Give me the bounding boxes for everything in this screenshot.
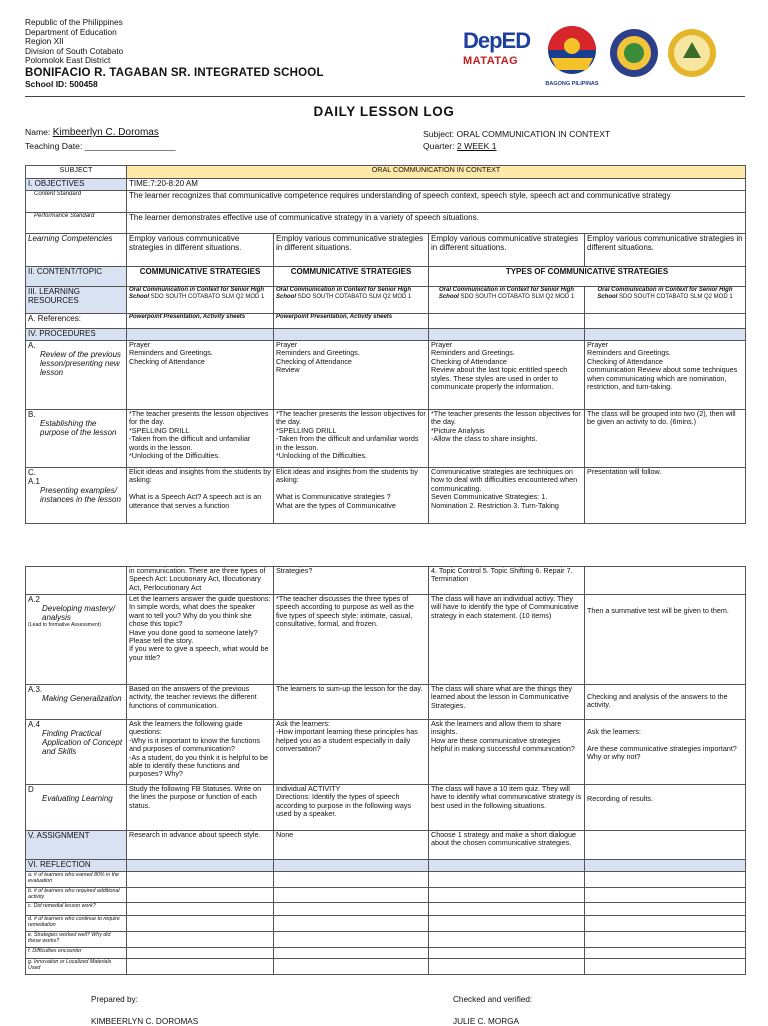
topic-col3-4: TYPES OF COMMUNICATIVE STRATEGIES [429,267,746,287]
purpose-col2: *The teacher presents the lesson objectives for the day. *SPELLING DRILL -Taken from the difficult and unfamiliar words in the lesson. *Unlocking of the Difficulties. [274,410,429,468]
generalization-title: Making Generalization [42,694,122,703]
mastery-note: (Lead to formative Assessment) [28,622,101,628]
department-line: Department of Education [25,26,117,37]
examples-col1: Elicit ideas and insights from the students by asking: What is a Speech Act? A speech act is an utterance that serves a function [127,468,274,524]
evaluation-col2: Individual ACTIVITY Directions: Identify the types of speech according to purpose in the following ways used by a speaker. [274,785,429,831]
references-label: A. References: [26,314,127,329]
quarter-value: 2 WEEK 1 [456,141,497,151]
resource-sub-2: SDO SOUTH COTABATO SLM Q2 MOD 1 [296,294,412,300]
reflection-fill-3 [429,860,585,872]
purpose-col3: *The teacher presents the lesson objectives for the day. *Picture Analysis -Allow the class to share insights. [429,410,585,468]
lesson-table-part1 [25,165,746,524]
reflection-e: e. Strategies worked well? Why did these works? [26,932,127,948]
objectives-heading: I. OBJECTIVES [26,179,127,191]
reflection-g-col1 [127,959,274,975]
examples-col2: Elicit ideas and insights from the students by asking: What is Communicative strategies ? What are the types of Communicative [274,468,429,524]
deped-logo [463,28,535,76]
school-name: BONIFACIO R. TAGABAN SR. INTEGRATED SCHOOL [25,66,324,79]
procedures-fill-1 [127,329,274,341]
mastery-col1: Let the learners answer the guide questions: In simple words, what does the speaker want to tell you? Why do you think she chose this topic? Have you done good to someone lately? Please tell the story. If you were to give a speech, what would be your title? [127,595,274,685]
name-value: Kimbeerlyn C. Doromas [52,127,159,138]
reflection-e-col4 [585,932,746,948]
mastery-title: Developing mastery/ analysis [42,604,115,622]
examples-label-cell [26,468,127,524]
mastery-col3: The class will have an individual activy. They will have to identify the type of Communicative strategy in each statement. (10 items) [429,595,585,685]
bagong-pilipinas-logo [541,24,603,87]
reflection-f-col3 [429,948,585,959]
subject-value: ORAL COMMUNICATION IN CONTEXT [456,129,611,139]
reflection-g-col3 [429,959,585,975]
deped-wordmark: DepED [463,28,531,53]
evaluation-col1: Study the following FB Statuses. Write on the lines the purpose or function of each status. [127,785,274,831]
application-letter: A.4 [28,720,41,729]
procedures-heading: IV. PROCEDURES [26,329,127,341]
performance-standard-label: Performance Standard [26,213,127,234]
reflection-b-col3 [429,888,585,903]
competency-col1: Employ various communicative strategies in different situations. [127,234,274,267]
reflection-d-col4 [585,916,746,932]
review-col1: Prayer Reminders and Greetings. Checking of Attendance [127,341,274,410]
reflection-g-col2 [274,959,429,975]
purpose-col1: *The teacher presents the lesson objectives for the day. *SPELLING DRILL -Taken from the difficult and unfamiliar words in the lesson. *Unlocking of the Difficulties. [127,410,274,468]
review-col3: Prayer Reminders and Greetings. Checking of Attendance Review about the last topic entitled speech styles. These styles are used in order to communicate properly the information. [429,341,585,410]
matatag-wordmark: MATATAG [463,55,519,67]
teaching-date: Teaching Date: ___________________ [25,141,176,151]
lesson-table-part2 [25,566,746,975]
review-label-cell [26,341,127,410]
assignment-col4 [585,831,746,860]
teacher-name [25,127,159,138]
reflection-f-col2 [274,948,429,959]
learning-resources-heading: III. LEARNING RESOURCES [26,287,127,314]
checked-by-label: Checked and verified: [453,995,533,1004]
reflection-d-col3 [429,916,585,932]
school-seal-icon [667,28,717,78]
division-line: Division of South Cotabato [25,45,124,56]
procedures-fill-2 [274,329,429,341]
procedures-fill-3 [429,329,585,341]
subject-field [423,129,610,139]
resource-sub-1: SDO SOUTH COTABATO SLM Q2 MOD 1 [149,294,265,300]
republic-line: Republic of the Philippines [25,17,123,27]
competency-col2: Employ various communicative strategies in different situations. [274,234,429,267]
review-title: Review of the previous lesson/presenting new lesson [40,350,121,377]
generalization-col1: Based on the answers of the previous activity, the teacher reviews the different functions of communication. [127,685,274,720]
region-line: Region XII [25,36,64,47]
competency-col4: Employ various communicative strategies in different situations. [585,234,746,267]
reflection-b-col2 [274,888,429,903]
mastery-col2: *The teacher discusses the three types of speech according to purpose as well as the five types of speech style: intimate, casual, consultative, formal, and frozen. [274,595,429,685]
generalization-col3: The class will share what are the things they learned about the lesson in Communicative Strategies. [429,685,585,720]
generalization-letter: A.3. [28,685,43,694]
header-rule [25,96,745,97]
application-title: Finding Practical Application of Concept and Skills [42,729,123,756]
reflection-d-col2 [274,916,429,932]
mastery-letter: A.2 [28,595,41,604]
reflection-d-col1 [127,916,274,932]
evaluation-letter: D [28,785,34,794]
cont-col2: Strategies? [274,567,429,595]
quarter-label: Quarter: [423,141,457,151]
reflection-c-col3 [429,903,585,916]
application-col1: Ask the learners the following guide questions: -Why is it important to know the functions and purposes of communication? -As a student, do you think it is helpful to be able to identify these functions and purposes? Why? [127,720,274,785]
generalization-label-cell [26,685,127,720]
reflection-b: b. # of learners who required additional activity [26,888,127,903]
reflection-g: g. Innovation or Localized Materials Used [26,959,127,975]
topic-col2: COMMUNICATIVE STRATEGIES [274,267,429,287]
examples-letter: C. A.1 [28,468,41,486]
reflection-fill-4 [585,860,746,872]
time-cell: TIME:7:20-8:20 AM [127,179,746,191]
review-col4: Prayer Reminders and Greetings. Checking of Attendance communication Review about some techniques when communicating which are nomination, restriction, and turn-taking. [585,341,746,410]
reflection-fill-1 [127,860,274,872]
subject-value-cell: ORAL COMMUNICATION IN CONTEXT [127,166,746,179]
resource-title-2: Oral Communication in Context for Senior High School [276,287,412,300]
reflection-c: c. Did remedial lesson work? [26,903,127,916]
reflection-heading: VI. REFLECTION [26,860,127,872]
resource-title-4: Oral Communication in Context for Senior High School [597,287,733,300]
topic-col1: COMMUNICATIVE STRATEGIES [127,267,274,287]
reflection-b-col1 [127,888,274,903]
reflection-e-col1 [127,932,274,948]
assignment-col1: Research in advance about speech style. [127,831,274,860]
resource-sub-4: SDO SOUTH COTABATO SLM Q2 MOD 1 [617,294,733,300]
cont-label [26,567,127,595]
cont-col4 [585,567,746,595]
references-col1: Powerpoint Presentation, Activity sheets [127,314,274,329]
review-col2: Prayer Reminders and Greetings. Checking of Attendance Review [274,341,429,410]
resource-col2 [274,287,429,314]
reflection-e-col2 [274,932,429,948]
prepared-by-name: KIMBEERLYN C. DOROMAS [91,1017,199,1026]
evaluation-col4: Recording of results. [585,785,746,831]
performance-standard-text: The learner demonstrates effective use of communicative strategy in a variety of speech situations. [127,213,746,234]
competency-col3: Employ various communicative strategies in different situations. [429,234,585,267]
examples-col4: Presentation will follow. [585,468,746,524]
purpose-label-cell [26,410,127,468]
bagong-pilipinas-emblem-icon [541,24,603,76]
reflection-f-col4 [585,948,746,959]
references-col3 [429,314,585,329]
name-label: Name: [25,127,53,137]
content-standard-label: Content Standard [26,191,127,213]
resource-sub-3: SDO SOUTH COTABATO SLM Q2 MOD 1 [458,294,575,300]
reflection-f: f. Difficulties encounter [26,948,127,959]
examples-col3: Communicative strategies are techniques on how to deal with difficulties encountered when communicating. Seven Communicative Strategies: 1. Nomination 2. Restriction 3. Turn-Taking [429,468,585,524]
bagong-pilipinas-text: BAGONG PILIPINAS [545,81,599,87]
checked-by-name: JULIE C. MORGA [453,1017,519,1026]
reflection-a-col1 [127,872,274,888]
evaluation-title: Evaluating Learning [42,794,113,803]
resource-col1 [127,287,274,314]
division-seal-icon [609,28,659,78]
mastery-label-cell [26,595,127,685]
generalization-col4: Checking and analysis of the answers to the activity. [585,685,746,720]
content-standard-text: The learner recognizes that communicative competence requires understanding of speech context, speech style, speech act and communicative strategy [127,191,746,213]
references-col2: Powerpoint Presentation, Activity sheets [274,314,429,329]
application-col2: Ask the learners: -How important learning these principles has helped you as a student especially in daily conversation? [274,720,429,785]
evaluation-col3: The class will have a 10 item quiz. They will have to identify what communicative strategy is best used in the following situations. [429,785,585,831]
application-col4: Ask the learners: Are these communicative strategies important? Why or why not? [585,720,746,785]
generalization-col2: The learners to sum-up the lesson for the day. [274,685,429,720]
examples-title: Presenting examples/ instances in the lesson [40,486,121,504]
resource-col4 [585,287,746,314]
review-letter: A. [28,341,36,350]
assignment-heading: V. ASSIGNMENT [26,831,127,860]
subject-header-cell: SUBJECT [26,166,127,179]
reflection-a-col2 [274,872,429,888]
mastery-col4: Then a summative test will be given to them. [585,595,746,685]
school-id: School ID: 500458 [25,78,98,89]
application-col3: Ask the learners and allow them to share insights. How are these communicative strategies helpful in making successful communication? [429,720,585,785]
subject-label: Subject: [423,129,457,139]
school-header [25,18,324,90]
references-col4 [585,314,746,329]
learning-competencies-label: Learning Competencies [26,234,127,267]
reflection-f-col1 [127,948,274,959]
application-label-cell [26,720,127,785]
procedures-fill-4 [585,329,746,341]
cont-col1: in communication. There are three types of Speech Act: Locutionary Act, Illocutionary Act, Perlocutionary Act [127,567,274,595]
reflection-c-col4 [585,903,746,916]
reflection-c-col1 [127,903,274,916]
reflection-d: d. # of learners who continue to require remediation [26,916,127,932]
purpose-title: Establishing the purpose of the lesson [40,419,117,437]
reflection-a-col4 [585,872,746,888]
prepared-by-label: Prepared by: [91,995,138,1004]
resource-title-3: Oral Communication in Context for Senior High School [438,287,574,300]
assignment-col3: Choose 1 strategy and make a short dialogue about the chosen communicative strategies. [429,831,585,860]
reflection-b-col4 [585,888,746,903]
logos-strip [463,24,743,86]
purpose-letter: B. [28,410,36,419]
cont-col3: 4. Topic Control 5. Topic Shifting 6. Repair 7. Termination [429,567,585,595]
quarter-field [423,141,497,151]
reflection-g-col4 [585,959,746,975]
reflection-a: a. # of learners who earned 80% in the evaluation [26,872,127,888]
content-topic-heading: II. CONTENT/TOPIC [26,267,127,287]
resource-title-1: Oral Communication in Context for Senior High School [129,287,265,300]
assignment-col2: None [274,831,429,860]
district-line: Polomolok East District [25,55,111,66]
purpose-col4: The class will be grouped into two (2), then will be given an activity to do. (6mins.) [585,410,746,468]
reflection-fill-2 [274,860,429,872]
reflection-e-col3 [429,932,585,948]
reflection-a-col3 [429,872,585,888]
reflection-c-col2 [274,903,429,916]
page-title: DAILY LESSON LOG [313,104,455,119]
resource-col3 [429,287,585,314]
evaluation-label-cell [26,785,127,831]
